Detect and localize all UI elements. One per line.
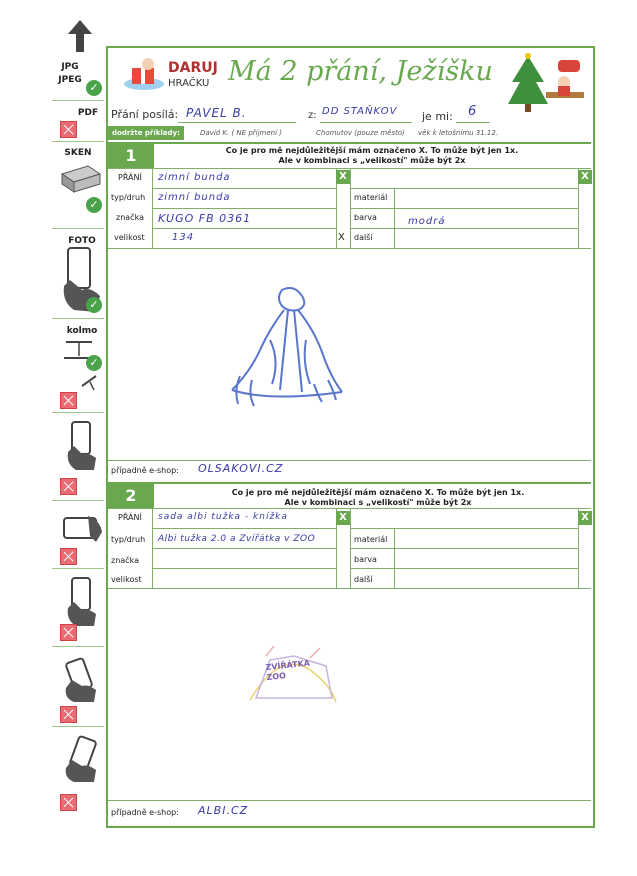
underline — [320, 122, 412, 123]
divider — [108, 248, 591, 249]
wish1-instruction-line1: Co je pro mě nejdůležitější mám označeno X. To může být jen 1x. — [225, 146, 519, 155]
divider — [152, 548, 336, 549]
divider — [350, 548, 578, 549]
wish1-eshop-field[interactable]: OLSAKOVI.CZ — [198, 462, 284, 475]
check-icon: ✓ — [86, 355, 102, 371]
wish2-prani-label: PŘÁNÍ — [118, 513, 142, 522]
divider — [108, 800, 591, 801]
underline — [178, 122, 296, 123]
wish2-x-marker-right[interactable]: X — [578, 511, 592, 525]
jpeg-label: JPEG — [58, 75, 82, 85]
divider — [52, 318, 104, 319]
divider — [350, 208, 578, 209]
foto-label: FOTO — [68, 236, 96, 246]
sender-from-field[interactable]: DD STAŇKOV — [322, 106, 398, 117]
divider — [52, 646, 104, 647]
wish1-typ-field[interactable]: zimní bunda — [158, 192, 231, 203]
wish1-velikost-mark[interactable]: X — [338, 232, 346, 243]
divider — [350, 188, 578, 189]
logo-text-hracku: HRAČKU — [168, 78, 210, 89]
phone-tilted-icon — [60, 656, 104, 704]
cross-icon — [60, 478, 77, 495]
wish2-instruction-line2: Ale v kombinaci s „velikostí" může být 2x — [284, 498, 472, 507]
example-place: Chomutov (pouze město) — [316, 129, 405, 137]
wish1-x-marker-left[interactable]: X — [336, 170, 350, 184]
wish1-znacka-field[interactable]: KUGO FB 0361 — [158, 212, 252, 225]
sender-label: Přání posílá: — [111, 108, 179, 121]
divider — [108, 142, 591, 144]
wish1-x-marker-right[interactable]: X — [578, 170, 592, 184]
wish1-typ-label: typ/druh — [111, 193, 146, 202]
divider — [152, 528, 336, 529]
check-icon: ✓ — [86, 80, 102, 96]
divider — [52, 500, 104, 501]
wish1-eshop-label: případně e-shop: — [111, 466, 179, 475]
example-name: David K. ( NE příjmení ) — [200, 129, 282, 137]
wish2-eshop-label: případně e-shop: — [111, 808, 179, 817]
divider — [350, 228, 578, 229]
wish1-number: 1 — [108, 144, 154, 168]
cross-icon — [60, 706, 77, 723]
wish2-x-marker-left[interactable]: X — [336, 511, 350, 525]
wish2-barva-label: barva — [354, 555, 377, 564]
wish1-dalsi-label: další — [354, 233, 373, 242]
gift-logo-icon — [122, 56, 166, 92]
divider — [52, 568, 104, 569]
divider — [350, 568, 578, 569]
wish2-material-label: materiál — [354, 535, 388, 544]
jpg-label: JPG — [61, 62, 79, 72]
logo-text-daruj: DARUJ — [168, 60, 218, 76]
wish1-znacka-label: značka — [116, 213, 144, 222]
wish2-drawing-text: ZVÍŘÁTKA ZOO — [265, 658, 311, 683]
wish2-typ-label: typ/druh — [111, 535, 146, 544]
sken-label: SKEN — [64, 148, 92, 158]
divider — [52, 141, 104, 142]
divider — [152, 228, 336, 229]
wish2-dalsi-label: další — [354, 575, 373, 584]
phone-hand-icon — [62, 420, 102, 472]
divider — [52, 228, 104, 229]
phone-tilted-icon — [60, 734, 104, 784]
wish2-eshop-field[interactable]: ALBI.CZ — [198, 804, 249, 817]
tilted-icon — [80, 374, 102, 392]
cross-icon — [60, 121, 77, 138]
examples-label: dodržte příklady: — [108, 126, 184, 140]
wish2-prani-field[interactable]: sada albi tužka - knížka — [158, 512, 288, 522]
wish2-znacka-label: značka — [111, 556, 139, 565]
divider — [152, 208, 336, 209]
wish1-drawing-jacket — [210, 280, 360, 420]
wish1-velikost-label: velikost — [114, 233, 145, 242]
check-icon: ✓ — [86, 197, 102, 213]
divider — [394, 188, 395, 248]
wish1-barva-label: barva — [354, 213, 377, 222]
pdf-label: PDF — [77, 108, 99, 118]
sender-name-field[interactable]: PAVEL B. — [186, 106, 247, 120]
cross-icon — [60, 794, 77, 811]
divider — [52, 412, 104, 413]
phone-landscape-icon — [60, 512, 104, 544]
wish1-prani-field[interactable]: zimní bunda — [158, 172, 231, 183]
phone-hand-icon — [62, 576, 102, 628]
wish2-instruction-line1: Co je pro mě nejdůležitější mám označeno X. To může být jen 1x. — [231, 488, 525, 497]
example-age: věk k letošnímu 31.12. — [418, 129, 499, 137]
kolmo-label: kolmo — [66, 326, 98, 336]
wish1-prani-label: PŘÁNÍ — [118, 173, 142, 182]
up-arrow-icon — [66, 18, 94, 54]
age-label: je mi: — [422, 110, 453, 123]
divider — [152, 568, 336, 569]
divider — [108, 588, 591, 589]
wish1-barva-field[interactable]: modrá — [408, 216, 446, 227]
wish2-velikost-label: velikost — [111, 575, 142, 584]
page-title: Má 2 přání, Ježíšku — [228, 56, 493, 87]
divider — [152, 188, 336, 189]
wish2-typ-field[interactable]: Albi tužka 2.0 a Zvířátka v ZOO — [158, 534, 316, 544]
check-icon: ✓ — [86, 297, 102, 313]
divider — [52, 100, 104, 101]
wish2-number: 2 — [108, 484, 154, 508]
wish1-velikost-field[interactable]: 134 — [172, 232, 195, 243]
cross-icon — [60, 624, 77, 641]
underline — [456, 122, 490, 123]
sender-age-field[interactable]: 6 — [468, 104, 478, 119]
divider — [350, 528, 578, 529]
christmas-illustration-icon — [506, 52, 588, 122]
cross-icon — [60, 392, 77, 409]
from-label: z: — [308, 110, 317, 121]
scanner-icon — [58, 160, 102, 196]
divider — [108, 460, 591, 461]
divider — [108, 482, 591, 484]
wish1-material-label: materiál — [354, 193, 388, 202]
divider — [394, 528, 395, 588]
wish1-instruction-line2: Ale v kombinaci s „velikostí" může být 2x — [278, 156, 466, 165]
cross-icon — [60, 548, 77, 565]
divider — [52, 726, 104, 727]
